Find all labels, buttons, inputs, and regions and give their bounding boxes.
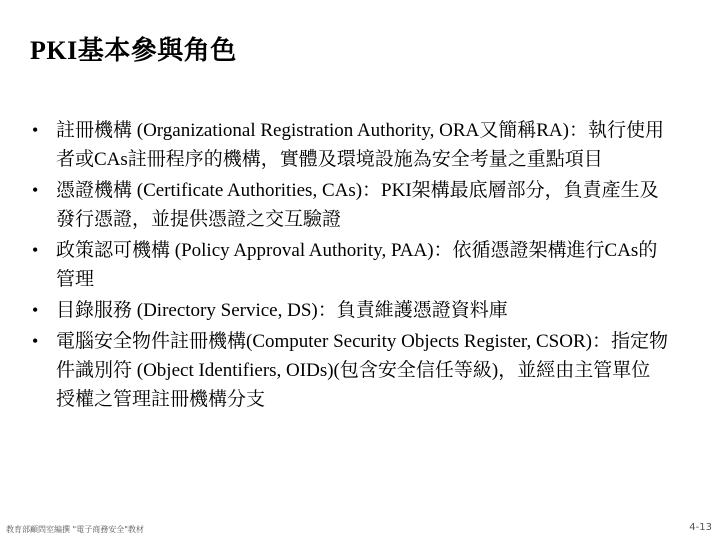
bullet-list	[28, 116, 668, 416]
bullet-dot-icon: •	[32, 331, 39, 351]
bullet-dot-icon: •	[32, 300, 39, 320]
slide-title: PKI基本參與角色	[30, 36, 237, 65]
footer-source: 教育部顧問室編撰 "電子商務安全"教材	[6, 525, 144, 534]
bullet-item-certificate-authorities	[28, 176, 668, 234]
bullet-text: 政策認可機構 (Policy Approval Authority, PAA)：依循憑證架構進行CAs的管理	[56, 240, 658, 290]
bullet-item-csor	[28, 327, 668, 414]
bullet-dot-icon: •	[32, 240, 39, 260]
bullet-item-directory-service	[28, 296, 668, 325]
bullet-item-policy-approval-authority	[28, 236, 668, 294]
bullet-dot-icon: •	[32, 180, 39, 200]
page-number: 4-13	[689, 522, 712, 533]
bullet-text: 註冊機構 (Organizational Registration Authority, ORA又簡稱RA)：執行使用者或CAs註冊程序的機構，實體及環境設施為安全考量之重點項目	[56, 120, 664, 170]
bullet-item-registration-authority	[28, 116, 668, 174]
bullet-text: 目錄服務 (Directory Service, DS)：負責維護憑證資料庫	[56, 300, 508, 321]
bullet-dot-icon: •	[32, 120, 39, 140]
bullet-text: 憑證機構 (Certificate Authorities, CAs)：PKI架構最底層部分，負責產生及發行憑證，並提供憑證之交互驗證	[56, 180, 659, 230]
bullet-text: 電腦安全物件註冊機構(Computer Security Objects Register, CSOR)：指定物件識別符 (Object Identifiers, OIDs)(包含安全信任等級)，並經由主管單位授權之管理註冊機構分支	[56, 331, 668, 410]
